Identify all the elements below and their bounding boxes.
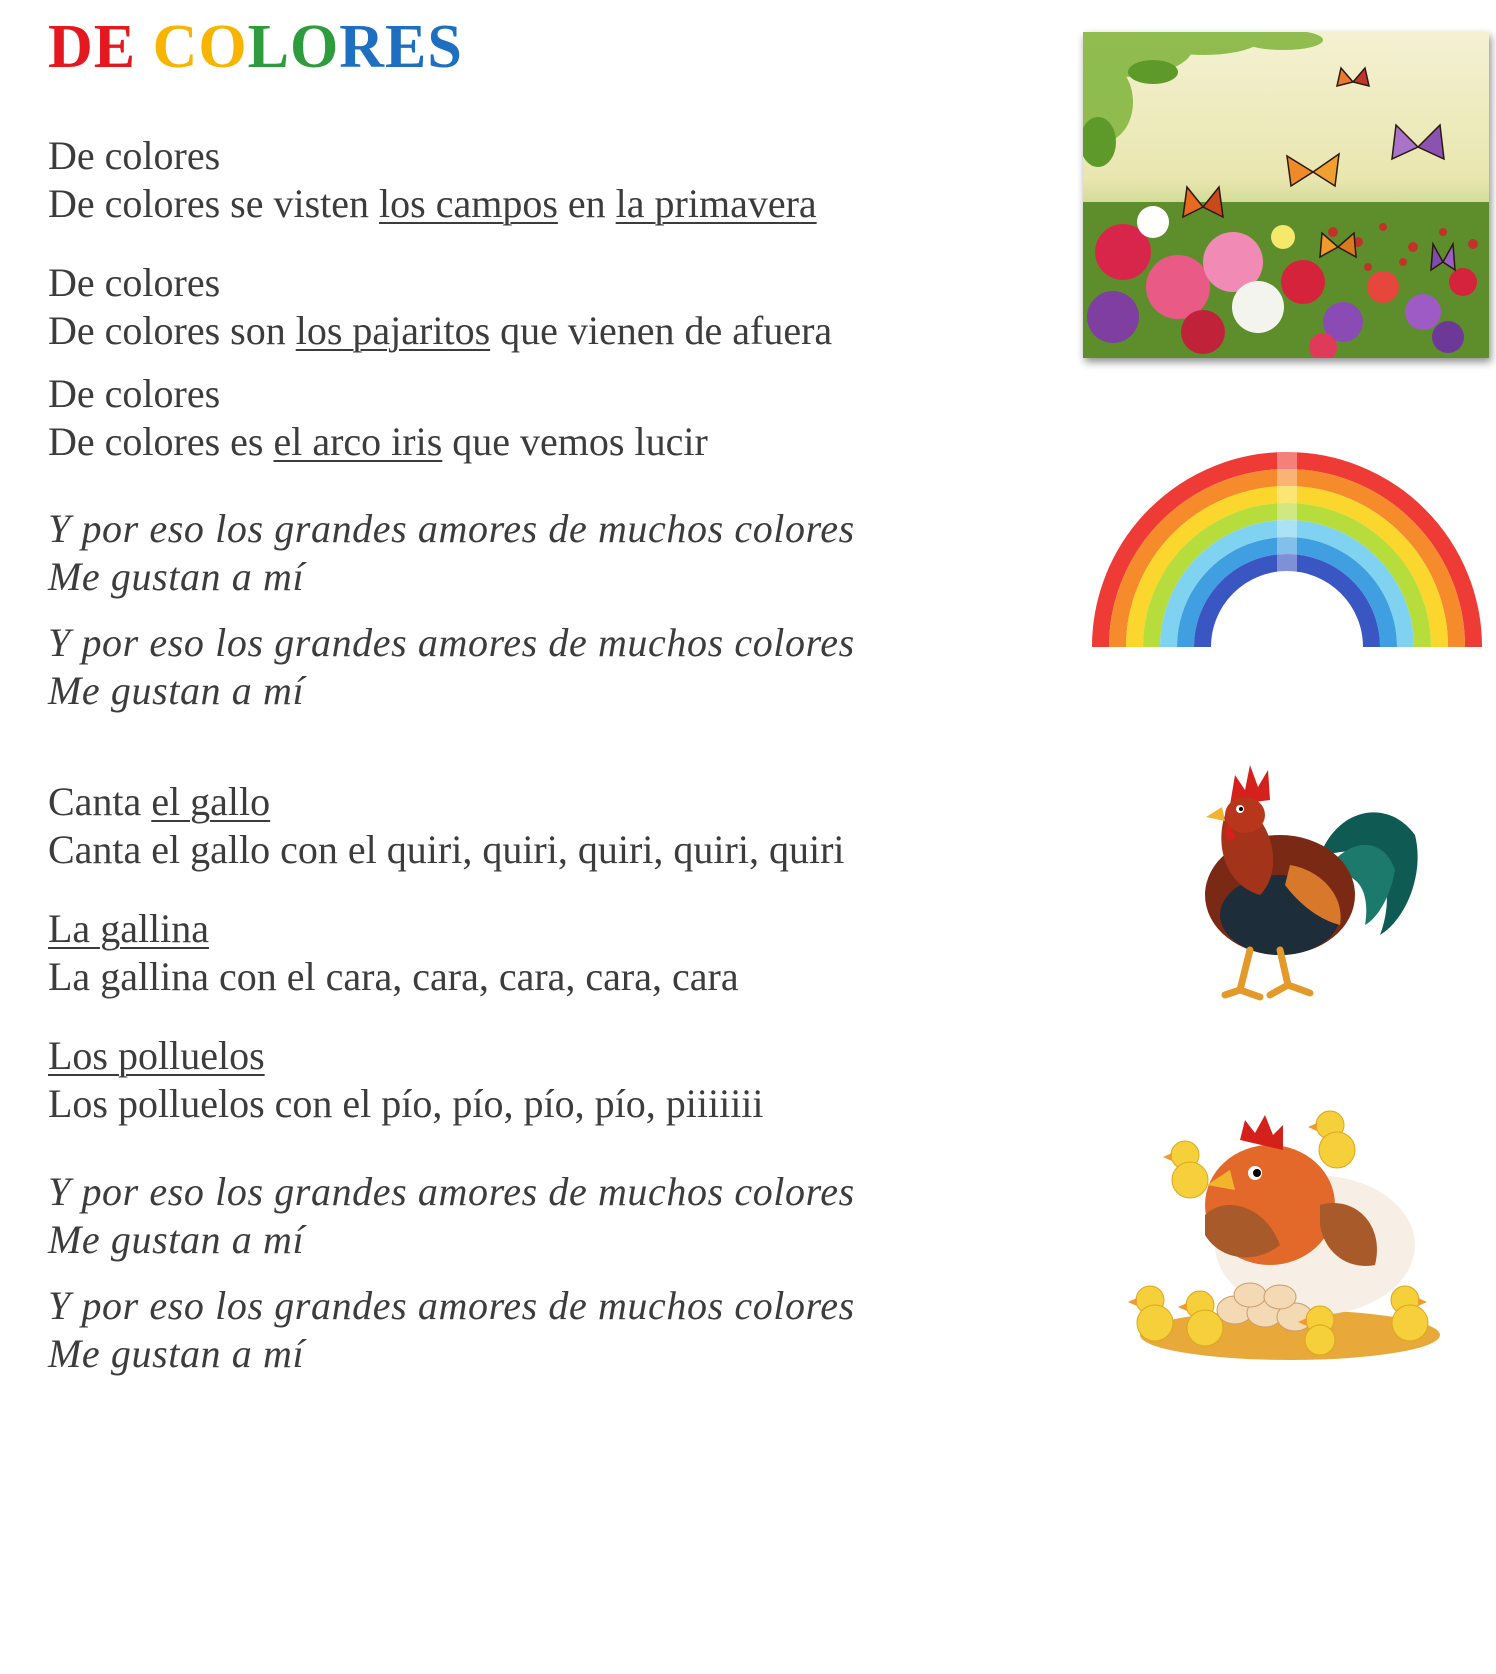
- stanza4-line2: Canta el gallo con el quiri, quiri, quiri, quiri, quiri: [48, 827, 845, 872]
- stanza1-text-b: en: [557, 181, 616, 226]
- meadow-illustration: [1083, 32, 1489, 358]
- rooster-illustration: [1170, 745, 1430, 1020]
- title-letter-l: L: [247, 13, 291, 81]
- title-letter-c: C: [152, 13, 199, 81]
- stanza2-line2: [48, 308, 833, 353]
- rooster-image: [1170, 745, 1430, 1020]
- stanza4-text-a: Canta: [48, 779, 152, 824]
- stanza4-line1: [48, 779, 271, 824]
- stanza3-text-b: que vemos lucir: [442, 419, 708, 464]
- stanza1-text-a: De colores se visten: [48, 181, 380, 226]
- chorus4-line2: Me gustan a mí: [48, 1331, 305, 1376]
- meadow-butterflies-image: [1083, 32, 1489, 358]
- title-letter-o2: O: [290, 13, 340, 81]
- title-letter-o: O: [198, 13, 248, 81]
- stanza1-underlined-primavera: la primavera: [615, 181, 817, 226]
- stanza3-underlined-arco-iris: el arco iris: [273, 419, 443, 464]
- stanza2-line1: De colores: [48, 260, 221, 305]
- stanza1-underlined-campos: los campos: [379, 181, 558, 226]
- stanza2-underlined-pajaritos: los pajaritos: [295, 308, 491, 353]
- song-title: [48, 13, 463, 81]
- stanza1-line1: De colores: [48, 133, 221, 178]
- chorus1-line2: Me gustan a mí: [48, 554, 305, 599]
- stanza1-line2: [48, 181, 817, 226]
- stanza3-line2: [48, 419, 708, 464]
- stanza3-text-a: De colores es: [48, 419, 274, 464]
- chorus2-line1: Y por eso los grandes amores de muchos colores: [48, 620, 855, 665]
- stanza6-line1: [48, 1033, 265, 1078]
- title-letter-r: R: [339, 13, 386, 81]
- chorus3-line2: Me gustan a mí: [48, 1217, 305, 1262]
- stanza6-underlined-polluelos: Los polluelos: [48, 1033, 265, 1078]
- stanza6-line2: Los polluelos con el pío, pío, pío, pío, piiiiiii: [48, 1081, 764, 1126]
- stanza5-underlined-gallina: La gallina: [48, 906, 210, 951]
- chorus3-line1: Y por eso los grandes amores de muchos colores: [48, 1169, 855, 1214]
- title-letter-e: E: [385, 13, 428, 81]
- stanza5-line2: La gallina con el cara, cara, cara, cara, cara: [48, 954, 739, 999]
- title-part-de: DE: [48, 13, 153, 81]
- chorus4-line1: Y por eso los grandes amores de muchos colores: [48, 1283, 855, 1328]
- rainbow-image: [1092, 452, 1482, 647]
- stanza5-line1: [48, 906, 210, 951]
- stanza2-text-b: que vienen de afuera: [490, 308, 833, 353]
- hen-with-chicks-image: [1125, 1095, 1450, 1365]
- rainbow-illustration: [1092, 452, 1482, 647]
- stanza3-line1: De colores: [48, 371, 221, 416]
- hen-chicks-illustration: [1125, 1095, 1450, 1365]
- chorus1-line1: Y por eso los grandes amores de muchos colores: [48, 506, 855, 551]
- stanza4-underlined-gallo: el gallo: [151, 779, 271, 824]
- stanza2-text-a: De colores son: [48, 308, 296, 353]
- chorus2-line2: Me gustan a mí: [48, 668, 305, 713]
- title-letter-s: S: [427, 13, 463, 81]
